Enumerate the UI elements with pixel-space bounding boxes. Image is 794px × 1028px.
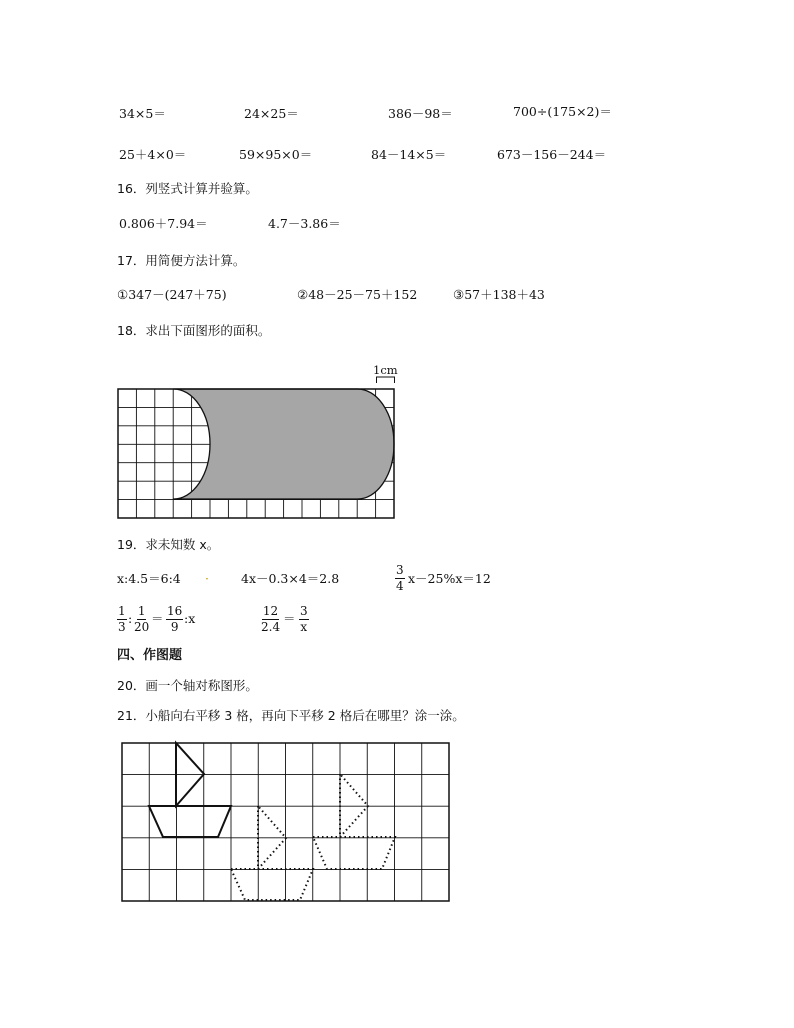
- frac-num: 16: [167, 604, 183, 618]
- q19-eq2: 4x－0.3×4＝2.8: [241, 571, 340, 586]
- q18-unit-label: 1cm: [373, 363, 398, 377]
- q19-title: 19．求未知数 x。: [117, 537, 220, 552]
- q19-eq4-equals: ＝: [151, 611, 164, 626]
- frac-den: 9: [170, 620, 179, 634]
- boat-original: [149, 743, 231, 837]
- expr-673-156-244: 673－156－244＝: [497, 147, 607, 162]
- q19-eq3-rest: x－25%x＝12: [408, 571, 491, 586]
- section4-title: 四、作图题: [117, 648, 183, 663]
- q17-title: 17．用简便方法计算。: [117, 253, 246, 268]
- frac-num: 1: [137, 604, 146, 618]
- frac-den: 3: [118, 620, 126, 634]
- expr-700div: 700÷(175×2)＝: [513, 104, 612, 119]
- q17-item-1: ①347－(247＋75): [117, 287, 227, 302]
- q16-item-2: 4.7－3.86＝: [268, 216, 341, 231]
- boat-dotted-1: [231, 806, 313, 900]
- expr-59x95x0: 59×95×0＝: [239, 147, 313, 162]
- frac-num: 1: [118, 604, 126, 618]
- frac-num: 3: [396, 563, 404, 577]
- frac-den: 2.4: [261, 620, 281, 634]
- q19-eq5-equals: ＝: [283, 611, 296, 626]
- q21-title: 21．小船向右平移 3 格，再向下平移 2 格后在哪里？涂一涂。: [117, 708, 465, 723]
- q18-title: 18．求出下面图形的面积。: [117, 323, 271, 338]
- frac-den: 20: [134, 620, 150, 634]
- q16-item-1: 0.806＋7.94＝: [119, 216, 208, 231]
- q19-eq4-colon: :: [128, 611, 133, 626]
- frac-den: x: [300, 620, 308, 634]
- boat-hull: [149, 806, 231, 837]
- boat-dotted-2: [313, 774, 395, 869]
- stray-dot: ·: [205, 571, 209, 586]
- frac-den: 4: [396, 579, 404, 593]
- q17-item-2: ②48－25－75＋152: [297, 287, 418, 302]
- q20-title: 20．画一个轴对称图形。: [117, 678, 258, 693]
- frac-num: 3: [300, 604, 308, 618]
- expr-24x25: 24×25＝: [244, 106, 299, 121]
- expr-84-14x5: 84－14×5＝: [371, 147, 447, 162]
- expr-34x5: 34×5＝: [119, 106, 166, 121]
- expr-386-98: 386－98＝: [388, 106, 453, 121]
- q16-title: 16．列竖式计算并验算。: [117, 181, 258, 196]
- q17-item-3: ③57＋138＋43: [453, 287, 545, 302]
- expr-25plus4x0: 25＋4×0＝: [119, 147, 187, 162]
- q19-eq1: x:4.5＝6:4: [117, 571, 181, 586]
- q19-eq4-tail: :x: [184, 611, 196, 626]
- frac-num: 12: [262, 604, 279, 618]
